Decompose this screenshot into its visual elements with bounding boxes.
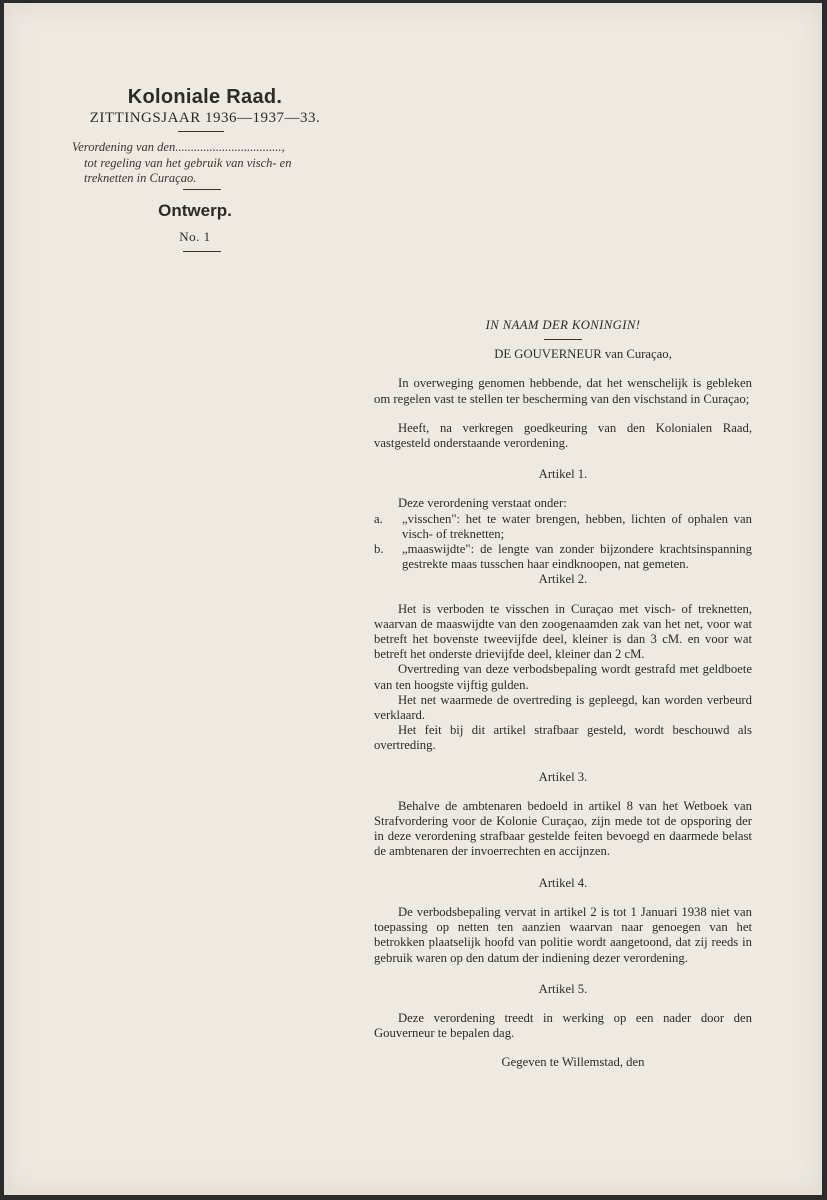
divider <box>183 189 221 190</box>
definition-item <box>374 512 752 542</box>
closing-line: Gegeven te Willemstad, den <box>501 1055 645 1070</box>
topic-line: tot regeling van het gebruik van visch- en <box>84 155 292 170</box>
item-text: „maaswijdte": de lengte van zonder bijzondere krachtsinspanning gestrekte maas tusschen haar eindknoopen, nat gemeten. <box>402 542 752 572</box>
article-2-title: Artikel 2. <box>538 572 588 587</box>
article-4-title: Artikel 4. <box>538 875 588 890</box>
topic-line: Verordening van den.................................., <box>72 140 285 154</box>
ordinance-topic <box>72 140 342 187</box>
council-title: Koloniale Raad. <box>127 86 283 108</box>
governor-line: DE GOUVERNEUR van Curaçao, <box>494 347 672 362</box>
divider <box>544 339 582 340</box>
enactment-paragraph: Heeft, na verkregen goedkeuring van den Kolonialen Raad, vastgesteld onderstaande verordening. <box>374 420 752 451</box>
divider <box>183 251 221 252</box>
session-year: ZITTINGSJAAR 1936—1937—33. <box>89 110 321 126</box>
article-3-paragraph: Behalve de ambtenaren bedoeld in artikel 8 van het Wetboek van Strafvordering voor de Kolonie Curaçao, zijn mede tot de opsporing der in deze verordening strafbaar gestelde feiten bevoegd en daarmede belast de ambtenaren der invoerrechten en accijnzen. <box>374 798 752 859</box>
article-4-paragraph: De verbodsbepaling vervat in artikel 2 is tot 1 Januari 1938 niet van toepassing op netten ten aanzien waarvan naar genoegen van het betrokken plaatselijk hoofd van politie wordt aangetoond, dat zij reeds in gebruik waren op den datum der indiening dezer verordening. <box>374 904 752 965</box>
article-2-paragraph: Overtreding van deze verbodsbepaling wordt gestrafd met geldboete van ten hoogste vijftig gulden. <box>374 662 752 692</box>
article-5-paragraph: Deze verordening treedt in werking op een nader door den Gouverneur te bepalen dag. <box>374 1010 752 1041</box>
considering-paragraph: In overweging genomen hebbende, dat het wenschelijk is gebleken om regelen vast te stellen ter bescherming van den vischstand in Curaçao; <box>374 376 752 406</box>
divider <box>178 131 224 132</box>
draft-number: No. 1 <box>179 229 211 244</box>
article-3-title: Artikel 3. <box>538 769 588 784</box>
article-2-paragraph: Het feit bij dit artikel strafbaar gesteld, wordt beschouwd als overtreding. <box>374 723 752 753</box>
article-2-paragraph: Het net waarmede de overtreding is gepleegd, kan worden verbeurd verklaard. <box>374 692 752 723</box>
ordinance-body <box>374 318 752 1071</box>
item-label: a. <box>374 511 383 526</box>
article-2-paragraph: Het is verboden te visschen in Curaçao met visch- of treknetten, waarvan de maaswijdte van den zoogenaamden zak van het net, voor wat betreft het bovenste tweevijfde deel, kleiner is dan 3 cM. en voor wat betreft het onderste drievijfde deel, kleiner dan 2 cM. <box>374 601 752 662</box>
draft-title: Ontwerp. <box>158 201 232 220</box>
article-5-title: Artikel 5. <box>538 981 588 996</box>
item-text: „visschen": het te water brengen, hebben, lichten of ophalen van visch- of treknetten; <box>402 511 752 541</box>
topic-line: treknetten in Curaçao. <box>84 171 197 185</box>
heading: IN NAAM DER KONINGIN! <box>485 318 641 332</box>
article-1-title: Artikel 1. <box>538 467 588 482</box>
article-1-intro: Deze verordening verstaat onder: <box>398 496 567 511</box>
item-label: b. <box>374 542 384 557</box>
definition-item <box>374 542 752 572</box>
